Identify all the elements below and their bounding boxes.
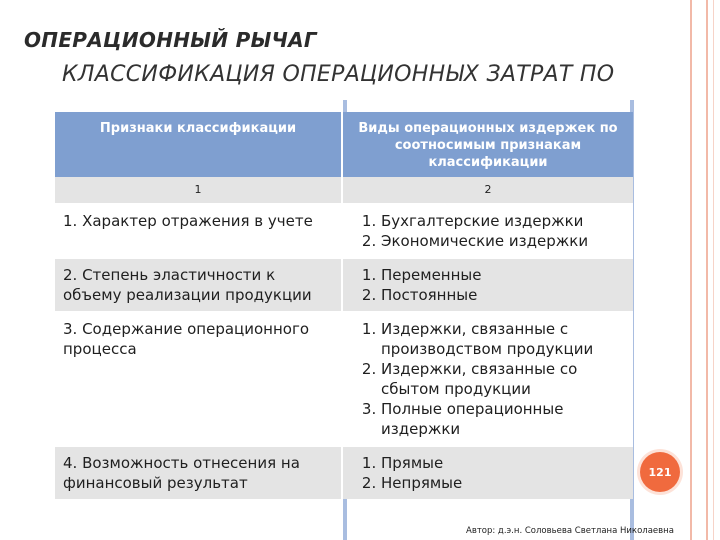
- column-number-1: 1: [55, 177, 342, 204]
- table-row: [55, 312, 633, 446]
- row-criterion: 3. Содержание операционного процесса: [55, 312, 342, 446]
- classification-table: [55, 112, 633, 540]
- frame-line-outer: [690, 0, 692, 540]
- list-item: 2. Экономические издержки: [381, 231, 627, 251]
- list-item: 1. Прямые: [381, 453, 627, 473]
- list-item: 1. Издержки, связанные с производством продукции: [381, 319, 627, 359]
- row-items: [342, 446, 633, 499]
- row-items: [342, 258, 633, 312]
- row-items: [342, 204, 633, 258]
- column-number-row: [55, 177, 633, 204]
- row-criterion: 2. Степень эластичности к объему реализации продукции: [55, 258, 342, 312]
- table-row: [55, 446, 633, 499]
- row-criterion: 1. Характер отражения в учете: [55, 204, 342, 258]
- row-items: [342, 312, 633, 446]
- table-row: [55, 258, 633, 312]
- header-criteria: Признаки классификации: [55, 112, 342, 177]
- table-row: [55, 204, 633, 258]
- slide-subtitle: КЛАССИФИКАЦИЯ ОПЕРАЦИОННЫХ ЗАТРАТ ПО: [62, 62, 615, 87]
- list-item: 3. Полные операционные издержки: [381, 399, 627, 439]
- row-criterion: 4. Возможность отнесения на финансовый результат: [55, 446, 342, 499]
- slide-number-badge: 121: [640, 452, 680, 492]
- list-item: 2. Постоянные: [381, 285, 627, 305]
- author-credit: Автор: д.э.н. Соловьева Светлана Николаевна: [466, 526, 674, 536]
- slide-title: ОПЕРАЦИОННЫЙ РЫЧАГ: [24, 28, 317, 52]
- header-cost-types: Виды операционных издержек по соотносимым признакам классификации: [342, 112, 633, 177]
- list-item: 1. Переменные: [381, 265, 627, 285]
- table-header-row: [55, 112, 633, 177]
- frame-line-middle: [706, 0, 708, 540]
- list-item: 1. Бухгалтерские издержки: [381, 211, 627, 231]
- list-item: 2. Издержки, связанные со сбытом продукции: [381, 359, 627, 399]
- list-item: 2. Непрямые: [381, 473, 627, 493]
- column-number-2: 2: [342, 177, 633, 204]
- frame-line-inner: [713, 0, 714, 540]
